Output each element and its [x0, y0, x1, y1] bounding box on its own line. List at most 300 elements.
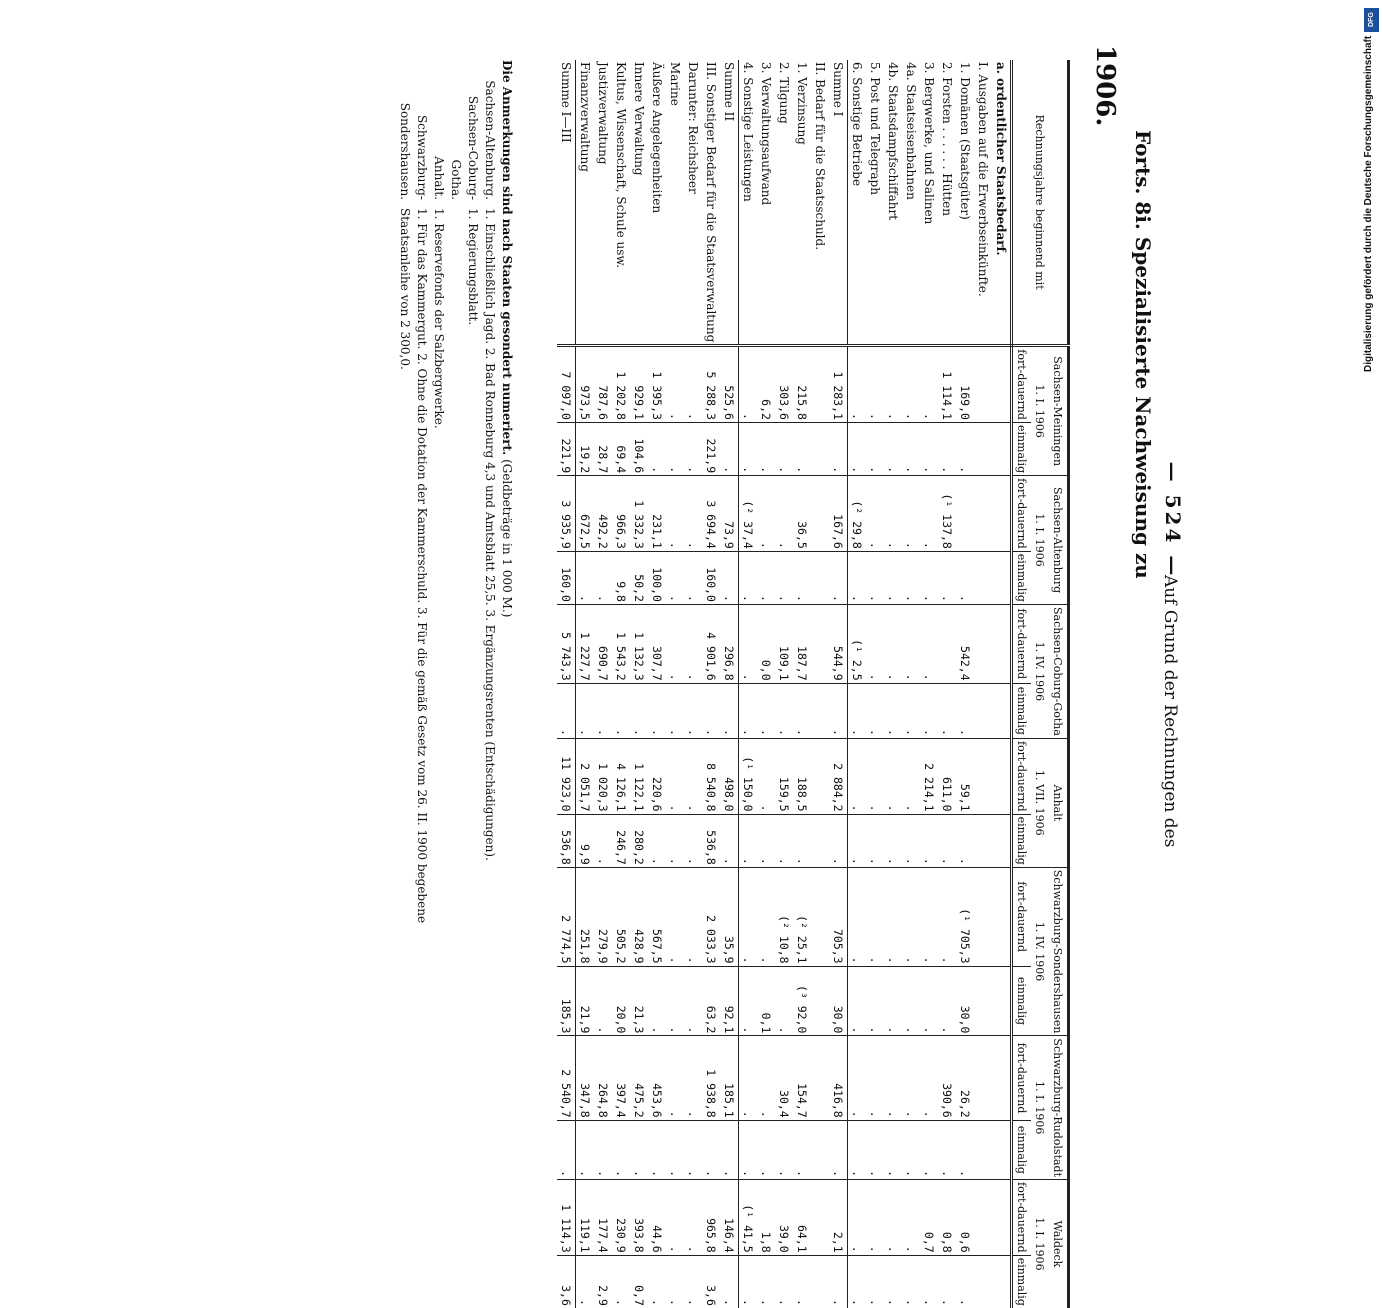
table-cell: .	[866, 1120, 884, 1179]
footnote-item	[430, 60, 447, 940]
table-cell: 159,5	[775, 738, 793, 814]
table-cell: .	[666, 604, 684, 683]
table-cell: .	[902, 1036, 920, 1120]
table-row	[648, 60, 666, 1308]
table-cell: .	[848, 551, 867, 604]
table-row	[630, 60, 648, 1308]
table-cell	[992, 683, 1012, 738]
table-cell	[974, 1255, 992, 1308]
footnote-text: 1. Für das Kammergut. 2. Ohne die Dotation der Kammerschuld. 3. Für die gemäß Gesetz vom 26. II. 1900 begebene Staatsanleihe von 2 300,0.	[398, 208, 429, 924]
table-cell: 0,6	[956, 1180, 974, 1256]
subheader-fortdauernd: fort-dauernd	[1012, 867, 1032, 966]
table-cell: .	[775, 814, 793, 867]
table-cell: .	[920, 1120, 938, 1179]
table-cell	[811, 346, 829, 423]
row-label: 1. Verzinsung	[795, 62, 809, 145]
table-cell: 36,5	[793, 476, 811, 552]
page-number: — 524 —	[1161, 461, 1185, 579]
table-cell: .	[829, 814, 848, 867]
table-cell: .	[630, 1120, 648, 1179]
table-cell: .	[884, 476, 902, 552]
table-cell: 5 743,3	[557, 604, 576, 683]
table-cell: .	[848, 738, 867, 814]
table-cell: .	[648, 683, 666, 738]
table-cell: 104,6	[630, 422, 648, 475]
table-cell: .	[739, 1120, 758, 1179]
table-cell	[974, 604, 992, 683]
row-label: II. Bedarf für die Staatsschuld.	[813, 62, 827, 251]
table-row	[757, 60, 775, 1308]
footnote-item	[447, 60, 481, 940]
table-cell: .	[684, 1120, 702, 1179]
table-cell: .	[775, 422, 793, 475]
table-cell	[811, 551, 829, 604]
table-cell	[992, 738, 1012, 814]
table-cell: .	[848, 966, 867, 1036]
table-cell: (² 10,8	[775, 867, 793, 966]
table-cell: .	[739, 551, 758, 604]
table-cell: .	[902, 814, 920, 867]
table-cell: .	[884, 966, 902, 1036]
table-cell: .	[938, 422, 956, 475]
table-cell	[992, 346, 1012, 423]
table-cell: 35,9	[720, 867, 739, 966]
rotated-page	[25, 30, 1315, 1306]
expenditure-table	[557, 60, 1070, 1308]
table-cell: 1 283,1	[829, 346, 848, 423]
state-header: Sachsen-Meiningen	[1049, 346, 1069, 476]
table-cell: .	[720, 814, 739, 867]
table-cell: .	[956, 422, 974, 475]
table-cell	[992, 1036, 1012, 1120]
table-cell	[811, 814, 829, 867]
table-cell: .	[829, 422, 848, 475]
table-cell: .	[666, 1036, 684, 1120]
table-cell: 475,2	[630, 1036, 648, 1120]
table-cell: 416,8	[829, 1036, 848, 1120]
table-row	[866, 60, 884, 1308]
table-cell: .	[684, 814, 702, 867]
table-cell: 966,3	[612, 476, 630, 552]
table-cell: 69,4	[612, 422, 630, 475]
table-cell	[974, 476, 992, 552]
table-cell: 109,1	[775, 604, 793, 683]
table-row	[612, 60, 630, 1308]
table-cell	[974, 1180, 992, 1256]
table-cell: .	[920, 867, 938, 966]
row-label: 2. Tilgung	[777, 62, 791, 124]
table-cell	[992, 966, 1012, 1036]
subheader-fortdauernd: fort-dauernd	[1012, 476, 1032, 552]
footnote-text: 1. Regierungsblatt.	[466, 208, 480, 326]
table-cell: 92,1	[720, 966, 739, 1036]
table-cell: 2,9	[594, 1255, 612, 1308]
table-cell: 30,0	[956, 966, 974, 1036]
table-cell: .	[666, 422, 684, 475]
table-cell: 73,9	[720, 476, 739, 552]
row-label: a. ordentlicher Staatsbedarf.	[994, 62, 1008, 256]
table-cell: .	[938, 1120, 956, 1179]
table-cell: 30,4	[775, 1036, 793, 1120]
table-cell: .	[757, 551, 775, 604]
table-cell: .	[720, 422, 739, 475]
table-cell: 160,0	[702, 551, 720, 604]
table-cell	[974, 683, 992, 738]
table-cell: 296,8	[720, 604, 739, 683]
table-cell: 39,0	[775, 1180, 793, 1256]
table-row	[992, 60, 1012, 1308]
table-cell: .	[848, 1120, 867, 1179]
subheader-einmalig: einmalig	[1012, 1255, 1032, 1308]
table-cell: .	[576, 683, 595, 738]
table-cell: .	[938, 551, 956, 604]
table-cell	[974, 867, 992, 966]
table-row	[775, 60, 793, 1308]
table-cell: .	[557, 683, 576, 738]
table-cell: 3 694,4	[702, 476, 720, 552]
table-cell: .	[829, 1255, 848, 1308]
table-cell: 279,9	[594, 867, 612, 966]
row-label: Summe II	[720, 60, 739, 346]
table-cell: .	[920, 422, 938, 475]
table-cell: .	[938, 867, 956, 966]
table-cell: .	[757, 1255, 775, 1308]
table-cell: 1 202,8	[612, 346, 630, 423]
table-cell: .	[884, 1180, 902, 1256]
table-cell: 1,8	[757, 1180, 775, 1256]
subheader-einmalig: einmalig	[1012, 814, 1032, 867]
table-cell: .	[594, 683, 612, 738]
table-cell: 672,5	[576, 476, 595, 552]
table-cell: 5 288,3	[702, 346, 720, 423]
table-cell: .	[775, 1120, 793, 1179]
subheader-fortdauernd: fort-dauernd	[1012, 738, 1032, 814]
table-cell: .	[739, 814, 758, 867]
table-cell: .	[920, 476, 938, 552]
footnotes	[396, 60, 515, 940]
table-cell: .	[793, 1120, 811, 1179]
table-cell	[811, 422, 829, 475]
table-cell: .	[576, 1255, 595, 1308]
table-cell: .	[902, 346, 920, 423]
table-cell: .	[576, 551, 595, 604]
row-label: 5. Post und Telegraph	[868, 62, 882, 195]
table-cell: 26,2	[956, 1036, 974, 1120]
table-row	[920, 60, 938, 1308]
table-cell: .	[648, 1255, 666, 1308]
table-cell	[974, 1036, 992, 1120]
table-cell: .	[884, 867, 902, 966]
subheader-einmalig: einmalig	[1012, 1120, 1032, 1179]
table-cell: .	[902, 867, 920, 966]
table-cell: .	[866, 604, 884, 683]
table-cell: .	[684, 604, 702, 683]
state-header: Waldeck	[1049, 1180, 1069, 1308]
table-cell: .	[848, 346, 867, 423]
row-label: I. Ausgaben auf die Erwerbseinkünfte.	[976, 62, 990, 297]
table-cell: .	[920, 683, 938, 738]
table-cell: .	[720, 1255, 739, 1308]
table-cell: 2 884,2	[829, 738, 848, 814]
table-cell: .	[594, 814, 612, 867]
table-cell: 215,8	[793, 346, 811, 423]
table-cell: .	[793, 422, 811, 475]
table-cell: 1 938,8	[702, 1036, 720, 1120]
table-cell: 1 020,3	[594, 738, 612, 814]
table-cell: 8 540,8	[702, 738, 720, 814]
table-cell: .	[720, 683, 739, 738]
table-cell: 1 114,1	[938, 346, 956, 423]
table-row	[848, 60, 867, 1308]
table-cell: 544,9	[829, 604, 848, 683]
table-cell: .	[793, 683, 811, 738]
table-cell: 230,9	[612, 1180, 630, 1256]
table-cell: .	[902, 738, 920, 814]
table-cell: .	[884, 814, 902, 867]
row-label: Summe I	[829, 60, 848, 346]
stub-head: Rechnungsjahre beginnend mit	[1012, 60, 1069, 346]
digitization-credit: Digitalisierung gefördert durch die Deutsche Forschungsgemeinschaft	[1363, 36, 1374, 373]
table-cell: 100,0	[648, 551, 666, 604]
table-cell: .	[956, 551, 974, 604]
table-cell: 63,2	[702, 966, 720, 1036]
table-cell: 1 395,3	[648, 346, 666, 423]
table-cell: 1 114,3	[557, 1180, 576, 1256]
table-cell: .	[829, 683, 848, 738]
footnote-state: Sachsen-Altenburg.	[483, 80, 497, 200]
table-cell: 428,9	[630, 867, 648, 966]
table-cell: .	[757, 422, 775, 475]
table-cell: .	[666, 1255, 684, 1308]
table-cell: 965,8	[702, 1180, 720, 1256]
table-cell	[811, 867, 829, 966]
table-cell: .	[938, 966, 956, 1036]
table-cell: 542,4	[956, 604, 974, 683]
table-row	[793, 60, 811, 1308]
table-cell: 187,7	[793, 604, 811, 683]
table-cell: .	[648, 1120, 666, 1179]
table-cell: .	[848, 867, 867, 966]
table-cell: .	[920, 346, 938, 423]
table-row	[557, 60, 576, 1308]
date-header: 1. I. 1906	[1031, 346, 1049, 476]
table-cell: .	[630, 683, 648, 738]
table-cell: .	[684, 867, 702, 966]
table-cell: .	[902, 422, 920, 475]
table-cell: 19,2	[576, 422, 595, 475]
digitization-credit-bar	[1361, 0, 1383, 1000]
table-cell: 498,0	[720, 738, 739, 814]
row-label: Summe I—III	[557, 60, 576, 346]
table-cell	[974, 422, 992, 475]
table-cell: .	[866, 814, 884, 867]
table-cell: .	[866, 1255, 884, 1308]
table-cell: .	[757, 814, 775, 867]
table-cell: .	[648, 422, 666, 475]
footnote-item	[481, 60, 498, 940]
table-cell: .	[884, 551, 902, 604]
table-cell: .	[848, 683, 867, 738]
table-cell: (¹ 705,3	[956, 867, 974, 966]
table-cell: .	[594, 966, 612, 1036]
table-cell: 2 540,7	[557, 1036, 576, 1120]
table-cell	[811, 966, 829, 1036]
table-cell	[974, 814, 992, 867]
table-cell: .	[684, 1036, 702, 1120]
table-cell: .	[739, 867, 758, 966]
table-cell: 160,0	[557, 551, 576, 604]
table-cell: .	[902, 551, 920, 604]
table-cell	[974, 738, 992, 814]
table-cell: .	[648, 814, 666, 867]
table-cell: .	[757, 1036, 775, 1120]
table-cell	[811, 683, 829, 738]
table-cell: .	[666, 738, 684, 814]
table-cell: .	[956, 1120, 974, 1179]
row-label: 4. Sonstige Leistungen	[741, 62, 755, 202]
table-cell: 251,8	[576, 867, 595, 966]
table-cell: 7 097,0	[557, 346, 576, 423]
table-cell: .	[702, 683, 720, 738]
table-cell: .	[902, 966, 920, 1036]
table-cell: .	[866, 966, 884, 1036]
table-cell: 9,9	[576, 814, 595, 867]
table-cell: 397,4	[612, 1036, 630, 1120]
table-cell: 146,4	[720, 1180, 739, 1256]
table-cell: 21,3	[630, 966, 648, 1036]
table-cell: .	[739, 346, 758, 423]
table-cell: .	[902, 683, 920, 738]
table-cell	[938, 604, 956, 683]
row-label: 2. Forsten . . . . . . Hütten	[940, 62, 954, 216]
table-cell	[974, 346, 992, 423]
table-cell	[811, 1036, 829, 1120]
table-cell: .	[684, 1255, 702, 1308]
table-cell: .	[594, 551, 612, 604]
table-cell: 231,1	[648, 476, 666, 552]
table-cell: (² 25,1	[793, 867, 811, 966]
table-row	[974, 60, 992, 1308]
table-cell	[974, 966, 992, 1036]
table-cell	[992, 422, 1012, 475]
table-cell: .	[793, 551, 811, 604]
table-cell	[992, 1180, 1012, 1256]
footnote-state: Schwarzburg-Sondershausen.	[398, 102, 429, 200]
date-header: 1. I. 1906	[1031, 1180, 1049, 1308]
table-cell: 28,7	[594, 422, 612, 475]
dfg-logo: DFG	[1364, 8, 1379, 32]
table-cell: .	[884, 604, 902, 683]
table-cell: .	[684, 738, 702, 814]
table-cell: .	[775, 551, 793, 604]
table-cell: .	[757, 867, 775, 966]
table-cell: .	[557, 1120, 576, 1179]
table-cell: 177,4	[594, 1180, 612, 1256]
table-cell: 280,2	[630, 814, 648, 867]
table-cell: 2 214,1	[920, 738, 938, 814]
table-cell: .	[884, 1255, 902, 1308]
table-cell: 0,1	[757, 966, 775, 1036]
table-cell: .	[576, 1120, 595, 1179]
table-row	[829, 60, 848, 1308]
table-cell	[811, 1120, 829, 1179]
table-cell: 690,7	[594, 604, 612, 683]
table-cell: 3,6	[702, 1255, 720, 1308]
notes-title: Die Anmerkungen sind nach Staaten gesondert numeriert.	[500, 60, 514, 456]
table-cell	[811, 604, 829, 683]
table-cell: 0,8	[938, 1180, 956, 1256]
state-header: Sachsen-Altenburg	[1049, 476, 1069, 605]
table-cell: 307,7	[648, 604, 666, 683]
table-cell: .	[848, 1255, 867, 1308]
table-cell: .	[739, 1036, 758, 1120]
table-cell	[974, 551, 992, 604]
state-header: Sachsen-Coburg-Gotha	[1049, 604, 1069, 738]
table-cell: .	[666, 346, 684, 423]
table-row	[884, 60, 902, 1308]
table-cell: 536,8	[702, 814, 720, 867]
table-cell: .	[666, 1180, 684, 1256]
table-cell: .	[902, 1255, 920, 1308]
table-cell: .	[757, 476, 775, 552]
subheader-fortdauernd: fort-dauernd	[1012, 1180, 1032, 1256]
row-label: 6. Sonstige Betriebe	[850, 62, 864, 187]
table-cell: .	[920, 1036, 938, 1120]
table-cell: (² 29,8	[848, 476, 867, 552]
page-title: Forts. 8i. Spezialisierte Nachweisung zu	[1131, 130, 1155, 579]
table-cell: .	[612, 683, 630, 738]
table-cell: .	[902, 476, 920, 552]
table-cell: (³ 92,0	[793, 966, 811, 1036]
table-cell: .	[938, 814, 956, 867]
table-cell: 453,6	[648, 1036, 666, 1120]
table-cell: 1 132,3	[630, 604, 648, 683]
table-cell: .	[938, 1255, 956, 1308]
table-cell: .	[793, 814, 811, 867]
table-cell: .	[884, 738, 902, 814]
table-cell: .	[866, 422, 884, 475]
table-cell: .	[684, 1180, 702, 1256]
row-label: 1. Domänen (Staatsgüter)	[958, 62, 972, 220]
table-cell: 169,0	[956, 346, 974, 423]
row-label: 4a. Staatseisenbahnen	[904, 62, 918, 200]
row-label: Justizverwaltung	[596, 62, 610, 165]
table-cell: (¹ 2,5	[848, 604, 867, 683]
table-cell: .	[739, 966, 758, 1036]
table-cell: 705,3	[829, 867, 848, 966]
table-cell: 536,8	[557, 814, 576, 867]
subheader-fortdauernd: fort-dauernd	[1012, 604, 1032, 683]
table-cell: .	[684, 346, 702, 423]
table-cell	[992, 867, 1012, 966]
table-cell: .	[793, 1255, 811, 1308]
table-cell: 611,0	[938, 738, 956, 814]
table-cell: .	[920, 966, 938, 1036]
date-header: 1. VII. 1906	[1031, 738, 1049, 867]
table-cell: .	[684, 551, 702, 604]
table-cell: 44,6	[648, 1180, 666, 1256]
table-cell: 3 935,9	[557, 476, 576, 552]
row-label: Kultus, Wissenschaft, Schule usw.	[614, 62, 628, 269]
table-cell: .	[866, 683, 884, 738]
page-subtitle: Auf Grund der Rechnungen des	[1160, 575, 1180, 848]
state-header: Schwarzburg-Rudolstadt	[1049, 1036, 1069, 1180]
table-row	[702, 60, 720, 1308]
table-cell: (¹ 150,0	[739, 738, 758, 814]
table-cell	[811, 476, 829, 552]
table-cell: 221,9	[557, 422, 576, 475]
table-cell: 0,7	[630, 1255, 648, 1308]
